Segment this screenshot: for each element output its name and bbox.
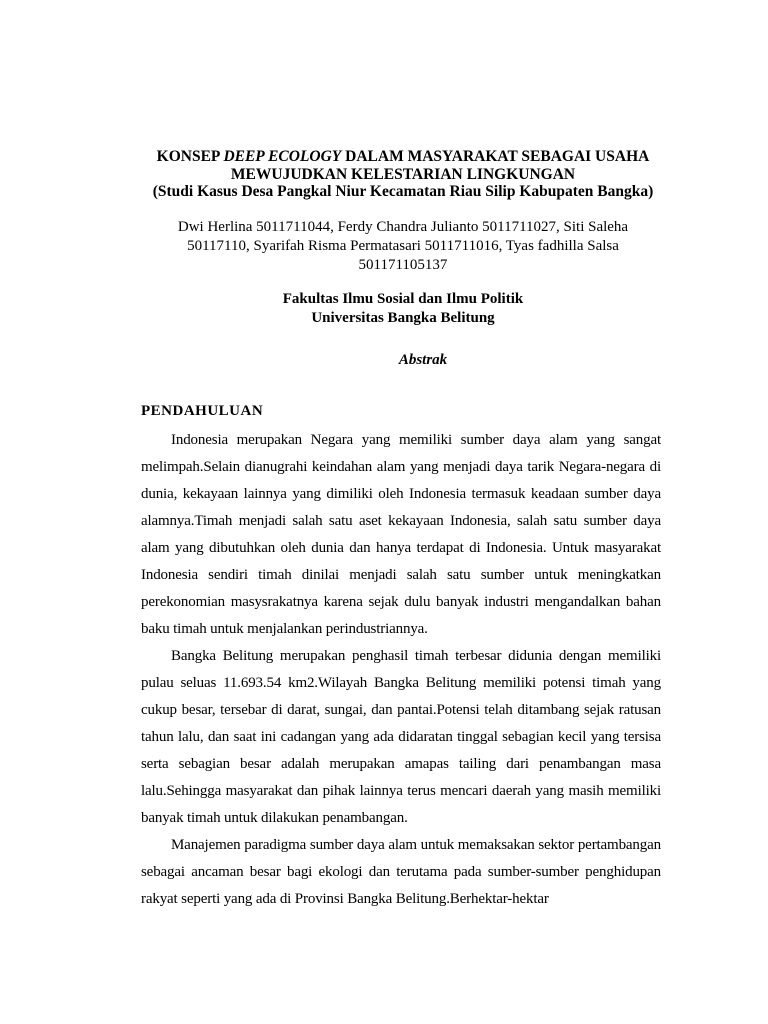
- title-line-2: MEWUJUDKAN KELESTARIAN LINGKUNGAN: [230, 165, 576, 183]
- author-line-3: 501171105137: [358, 257, 448, 273]
- author-list: [120, 218, 686, 275]
- paragraph-2: Bangka Belitung merupakan penghasil timah terbesar didunia dengan memiliki pulau seluas 11.693.54 km2.Wilayah Bangka Belitung memiliki potensi timah yang cukup besar, tersebar di darat, sungai, dan pantai.Potensi telah ditambang sejak ratusan tahun lalu, dan saat ini cadangan yang ada didaratan tinggal sebagian kecil yang tersisa serta sebagian besar adalah merupakan amapas tailing dari penambangan masa lalu.Sehingga masyarakat dan pihak lainnya terus mencari daerah yang masih memiliki banyak timah untuk dilakukan penambangan.: [141, 648, 661, 826]
- author-line-1: Dwi Herlina 5011711044, Ferdy Chandra Julianto 5011711027, Siti Saleha: [177, 219, 629, 235]
- author-line-2: 50117110, Syarifah Risma Permatasari 5011711016, Tyas fadhilla Salsa: [187, 238, 619, 254]
- paragraph-3: Manajemen paradigma sumber daya alam untuk memaksakan sektor pertambangan sebagai ancaman besar bagi ekologi dan terutama pada sumber-sumber penghidupan rakyat seperti yang ada di Provinsi Bangka Belitung.Berhektar-hektar: [141, 837, 661, 907]
- paper-title: [100, 148, 706, 201]
- title-italic-term: DEEP ECOLOGY: [223, 148, 342, 165]
- title-line-3: (Studi Kasus Desa Pangkal Niur Kecamatan Riau Silip Kabupaten Bangka): [152, 183, 654, 200]
- paragraph-1: Indonesia merupakan Negara yang memiliki sumber daya alam yang sangat melimpah.Selain dianugrahi keindahan alam yang menjadi daya tarik Negara-negara di dunia, kekayaan lainnya yang dimiliki oleh Indonesia termasuk keadaan sumber daya alamnya.Timah menjadi salah satu aset kekayaan Indonesia, salah satu sumber daya alam yang dibutuhkan oleh dunia dan hanya terdapat di Indonesia. Untuk masyarakat Indonesia sendiri timah dinilai menjadi salah satu sumber untuk meningkatkan perekonomian masysrakatnya karena sejak dulu banyak industri mengandalkan bahan baku timah untuk menjalankan perindustriannya.: [141, 432, 661, 637]
- title-line-1: [100, 148, 706, 166]
- university-name: Universitas Bangka Belitung: [311, 310, 495, 326]
- title-suffix: DALAM MASYARAKAT SEBAGAI USAHA: [341, 148, 650, 165]
- title-prefix: KONSEP: [156, 148, 224, 165]
- abstract-heading: Abstrak: [398, 352, 448, 368]
- affiliation: [150, 290, 656, 328]
- section-heading: PENDAHULUAN: [141, 403, 264, 419]
- faculty-name: Fakultas Ilmu Sosial dan Ilmu Politik: [282, 291, 524, 307]
- section-body: [141, 427, 661, 913]
